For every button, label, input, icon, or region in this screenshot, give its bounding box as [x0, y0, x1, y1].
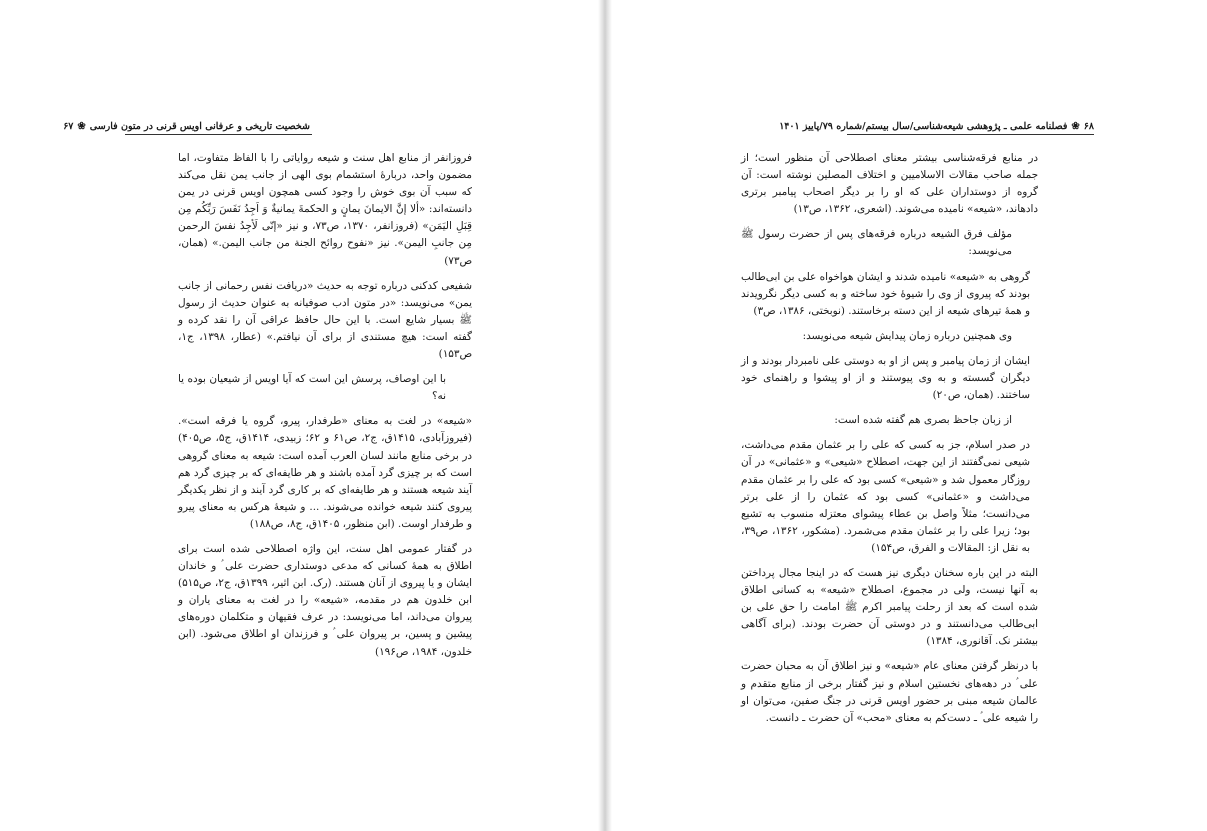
left-paragraph-5: در گفتار عمومی اهل سنت، این واژه اصطلاحی شده است برای اطلاق به همۀ کسانی که مدعی دوستداری حضرت علی ؑ و خاندان ایشان و یا پیروی از آنان هستند. (رک. ابن اثیر، ۱۳۹۹ق، ج۲، ص۵۱۵) ابن خلدون هم در مقدمه، «شیعه» را در لغت به معنای یاران و پیروان می‌داند، اما می‌نویسد: در عرف فقیهان و متکلمان دوره‌های پیشین و پسین، بر پیروان علی ؑ و فرزندان او اطلاق می‌شود. (ابن خلدون، ۱۹۸۴، ص۱۹۶) — [178, 542, 473, 658]
right-page-number: ۶۸ — [1083, 120, 1094, 132]
left-page-number: ۶۷ — [63, 120, 74, 132]
left-paragraph-1: فروزانفر از منابع اهل سنت و شیعه روایاتی را با الفاظ متفاوت، اما مضمون واحد، دربارۀ استشمام بوی الهی از جانب یمن نقل می‌کند که سبب آن بوی خوش را وجود کسی همچون اویس قرنی در یمن دانسته‌اند: «ألا إنَّ الایمانَ یمانٍ و الحکمةَ یمانیةٌ وَ اَجِدُ نَفَسَ رَبِّکُم مِن قِبَلِ الیَمَن» (فروزانفر، ۱۳۷۰، ص۷۳، و نیز «إنّی لَأجِدُ نفسَ الرحمن مِن جانبِ الیمن». نیز «نفوح روائح الجنة من جانب الیمن.» (همان، ص۷۳) — [178, 152, 472, 267]
book-gutter — [598, 0, 612, 831]
right-paragraph-3: وی همچنین درباره زمان پیدایش شیعه می‌نویسد: — [802, 329, 1012, 342]
left-header-rule — [125, 134, 312, 135]
right-paragraph-6: با درنظر گرفتن معنای عام «شیعه» و نیز اطلاق آن به محبان حضرت علی ؑ در دهه‌های نخستین اسلام و نیز گفتار برخی از منابع متقدم و عالمان شیعه مبنی بر حضور اویس قرنی در جنگ صفین، می‌توان او را شیعه علی ؑ ـ دست‌کم به معنای «محب» آن حضرت ـ دانست. — [741, 660, 1038, 724]
left-header-title: شخصیت تاریخی و عرفانی اویس قرنی در متون فارسی — [89, 120, 310, 132]
left-page-body — [178, 150, 472, 669]
right-quote-3: در صدر اسلام، جز به کسی که علی را بر عثمان مقدم می‌داشت، شیعی نمی‌گفتند از این جهت، اصطلاح «شیعی» و «عثمانی» در آن روزگار معمول شد و «شیعی» کسی بود که علی را بر عثمان مقدم می‌داشت و «عثمانی» کسی بود که عثمان را از علی برتر می‌دانست؛ مثلاً واصل بن عطاء پیشوای معتزله منسوب به تشیع بود؛ زیرا علی را بر عثمان مقدم می‌شمرد. (مشکور، ۱۳۶۲، ص۳۹، به نقل از: المقالات و الفرق، ص۱۵۴) — [741, 439, 1031, 554]
right-paragraph-2: مؤلف فرق الشیعه درباره فرقه‌های پس از حضرت رسول ﷺ می‌نویسد: — [741, 228, 1012, 258]
right-header-rule — [847, 134, 1094, 135]
right-quote-2: ایشان از زمان پیامبر و پس از او به دوستی علی نامبردار بودند و از دیگران گسسته و به وی پیوستند و از او پیشوا و راهنمای خود ساختند. (همان، ص۲۰) — [741, 354, 1030, 402]
journal-logo-icon: ❀ — [1071, 120, 1080, 132]
right-header-title: فصلنامه علمی ـ پژوهشی شیعه‌شناسی/سال بیستم/شماره ۷۹/پاییز ۱۴۰۱ — [779, 120, 1068, 132]
left-paragraph-4: «شیعه» در لغت به معنای «طرفدار، پیرو، گروه یا فرقه است». (فیروزآبادی، ۱۴۱۵ق، ج۲، ص۶۱ و ۶۲؛ زبیدی، ۱۴۱۴ق، ج۵، ص۴۰۵) در برخی منابع مانند لسان العرب آمده است: شیعه به معنای گروهی است که بر چیزی گرد آمده باشند و هر طایفه‌ای که بر چیزی گرد هم آیند شیعه هستند و هر طایفه‌ای که بر کاری گرد آیند و از نظر یکدیگر پیروی کنند شیعه خوانده می‌شوند. ... و شیعۀ هرکس به معنای پیرو و طرفدار اوست. (ابن منظور، ۱۴۰۵ق، ج۸، ص۱۸۸) — [178, 415, 473, 530]
left-page-header — [63, 119, 310, 133]
right-quote-1: گروهی به «شیعه» نامیده شدند و ایشان هواخواه علی بن ابی‌طالب بودند که پیروی از وی را شیوۀ خود ساخته و به کسی دیگر نگرویدند و همۀ تیرهای شیعه از این دسته برخاستند. (نوبختی، ۱۳۸۶، ص۳) — [741, 270, 1030, 317]
left-page — [0, 0, 598, 831]
right-paragraph-1: در منابع فرقه‌شناسی بیشتر معنای اصطلاحی آن منظور است؛ از جمله صاحب مقالات الاسلامیین و اختلاف المصلین نوشته است: آن گروه از دوستداران علی که او را بر دیگر اصحاب پیامبر برتری دادهاند، «شیعه» نامیده می‌شوند. (اشعری، ۱۳۶۲، ص۱۳) — [741, 152, 1038, 216]
right-page-body — [741, 150, 1038, 735]
journal-logo-icon: ❀ — [77, 120, 86, 132]
right-paragraph-5: البته در این باره سخنان دیگری نیز هست که در اینجا مجال پرداختن به آنها نیست، ولی در مجموع، اصطلاح «شیعه» به کسانی اطلاق شده است که بعد از رحلت پیامبر اکرم ﷺ امامت را حق علی بن ابی‌طالب می‌دانستند و در دوستی آن حضرت بودند. (برای آگاهی بیشتر نک. آقانوری، ۱۳۸۴) — [741, 566, 1038, 648]
right-page-header — [779, 119, 1094, 133]
right-page — [612, 0, 1207, 831]
left-paragraph-2: شفیعی کدکنی درباره توجه به حدیث «دریافت نفس رحمانی از جانب یمن» می‌نویسد: «در متون ادب صوفیانه به عنوان حدیث از رسول ﷺ بسیار شایع است. با این حال حافظ عراقی آن را نقد کرده و گفته است: هیچ مستندی از برای آن نیافتم.» (عطار، ۱۳۹۸، ج۱، ص۱۵۳) — [178, 279, 472, 361]
left-paragraph-3: با این اوصاف، پرسش این است که آیا اویس از شیعیان بوده یا نه؟ — [178, 373, 446, 403]
right-paragraph-4: از زبان جاحظ بصری هم گفته شده است: — [834, 414, 1012, 427]
